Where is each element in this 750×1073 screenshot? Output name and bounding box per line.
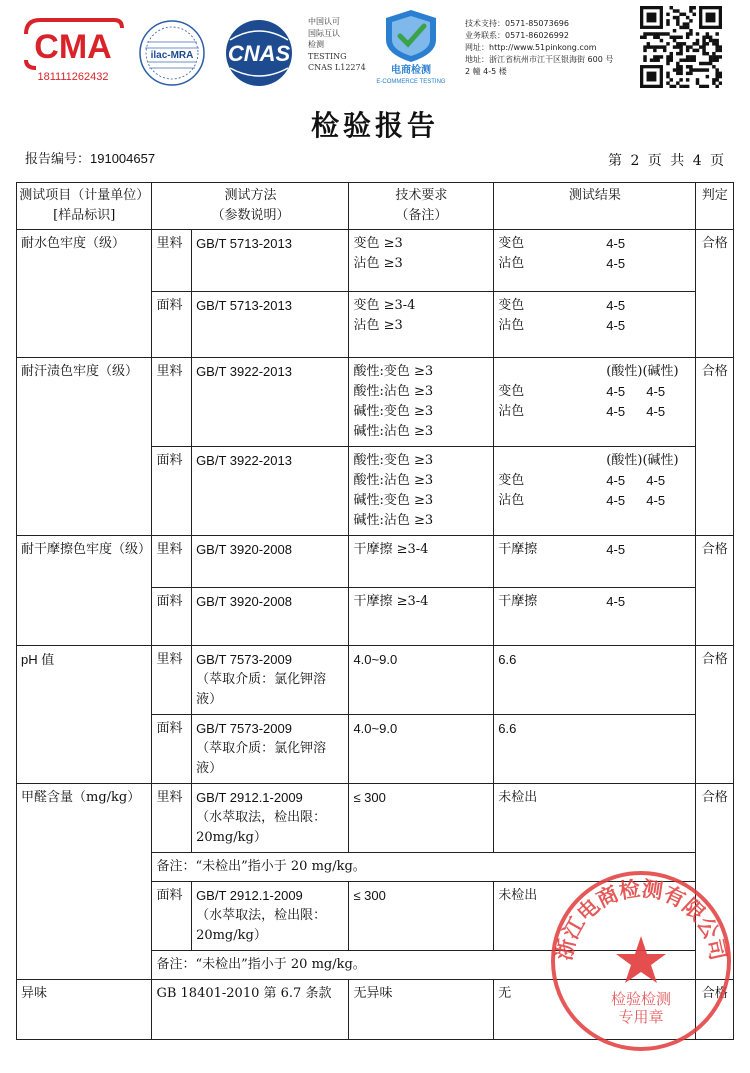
- cert-line: 国际互认: [308, 28, 340, 38]
- ec-sub-text: E-COMMERCE TESTING: [376, 79, 446, 85]
- method-cell: GB/T 5713-2013: [192, 230, 349, 292]
- seal-line-1: 检验检测: [610, 990, 672, 1008]
- method-cell: GB/T 7573-2009 （萃取介质：氯化钾溶液）: [192, 715, 349, 784]
- page-indicator: 第 2 页 共 4 页: [608, 153, 727, 169]
- requirement-cell: 4.0~9.0: [349, 646, 494, 715]
- table-row: [17, 536, 734, 588]
- header-item: [17, 183, 152, 230]
- contact-address: 地址：浙江省杭州市江干区银海街 600 号: [465, 55, 614, 64]
- report-header: [0, 0, 750, 100]
- judge-cell: 合格: [696, 646, 734, 784]
- part-label: 里料: [152, 358, 192, 447]
- requirement-cell: 酸性:变色 ≥3 酸性:沾色 ≥3 碱性:变色 ≥3 碱性:沾色 ≥3: [349, 447, 494, 536]
- method-cell: GB/T 3922-2013: [192, 358, 349, 447]
- item-ph: pH 值: [17, 646, 152, 784]
- requirement-cell: 4.0~9.0: [349, 715, 494, 784]
- seal-ring-text: 浙江电商检测有限公司: [550, 875, 732, 963]
- cert-line: CNAS L12274: [308, 63, 366, 72]
- header-item-sub: [样品标识]: [53, 208, 116, 223]
- part-label: 面料: [152, 292, 192, 358]
- part-label: 里料: [152, 646, 192, 715]
- cma-logo: [18, 14, 128, 84]
- part-label: 面料: [152, 715, 192, 784]
- header-method-label: 测试方法: [224, 188, 277, 203]
- contact-tech: 技术支持：0571-85073696: [465, 19, 569, 28]
- requirement-cell: 干摩擦 ≥3-4: [349, 588, 494, 646]
- part-label: 里料: [152, 230, 192, 292]
- note-cell: 备注：“未检出”指小于 20 mg/kg。: [152, 853, 696, 882]
- method-cell: GB/T 3922-2013: [192, 447, 349, 536]
- result-cell: 变色 4-5 沾色 4-5: [494, 230, 696, 292]
- part-label: 面料: [152, 588, 192, 646]
- judge-cell: 合格: [696, 980, 734, 1040]
- item-formaldehyde: 甲醛含量（mg/kg）: [17, 784, 152, 980]
- qr-code-icon: [640, 6, 722, 88]
- result-cell: (酸性) (碱性) 变色 4-5 4-5 沾色 4-5 4-5: [494, 358, 696, 447]
- result-cell: 干摩擦 4-5: [494, 536, 696, 588]
- table-row: [17, 784, 734, 853]
- part-label: 里料: [152, 536, 192, 588]
- cnas-logo-text: CNAS: [227, 41, 291, 66]
- method-cell: GB/T 3920-2008: [192, 536, 349, 588]
- cnas-logo: [216, 18, 302, 88]
- cert-line: TESTING: [308, 51, 347, 61]
- header-judge: [696, 183, 734, 230]
- table-row: [17, 358, 734, 447]
- report-title: 检验报告: [310, 109, 439, 142]
- judge-cell: 合格: [696, 784, 734, 980]
- contact-info: [465, 18, 613, 78]
- requirement-cell: 酸性:变色 ≥3 酸性:沾色 ≥3 碱性:变色 ≥3 碱性:沾色 ≥3: [349, 358, 494, 447]
- method-cell: GB 18401-2010 第 6.7 条款: [152, 980, 349, 1040]
- header-req-label: 技术要求: [395, 188, 448, 203]
- contact-address-2: 2 幢 4-5 楼: [465, 67, 507, 76]
- method-cell: GB/T 7573-2009 （萃取介质：氯化钾溶液）: [192, 646, 349, 715]
- item-sweat: 耐汗渍色牢度（级）: [17, 358, 152, 536]
- result-cell: 6.6: [494, 715, 696, 784]
- item-odor: 异味: [17, 980, 152, 1040]
- part-label: 里料: [152, 784, 192, 853]
- header-method: [152, 183, 349, 230]
- requirement-cell: 变色 ≥3-4 沾色 ≥3: [349, 292, 494, 358]
- part-label: 面料: [152, 447, 192, 536]
- note-cell: 备注：“未检出”指小于 20 mg/kg。: [152, 951, 696, 980]
- header-method-sub: （参数说明）: [211, 208, 290, 223]
- method-cell: GB/T 2912.1-2009 （水萃取法，检出限：20mg/kg）: [192, 882, 349, 951]
- cert-text: [308, 16, 366, 74]
- result-cell: 未检出: [494, 882, 696, 951]
- table-row: [17, 230, 734, 292]
- header-req-sub: （备注）: [395, 208, 448, 223]
- part-label: 面料: [152, 882, 192, 951]
- result-cell: 变色 4-5 沾色 4-5: [494, 292, 696, 358]
- ecommerce-testing-logo: [366, 6, 456, 86]
- contact-web: 网址：http://www.51pinkong.com: [465, 43, 597, 52]
- ec-brand-text: 电商检测: [391, 65, 431, 76]
- judge-cell: 合格: [696, 536, 734, 646]
- result-cell: 未检出: [494, 784, 696, 853]
- requirement-cell: 变色 ≥3 沾色 ≥3: [349, 230, 494, 292]
- report-number: 报告编号：191004657: [25, 151, 156, 166]
- result-cell: 干摩擦 4-5: [494, 588, 696, 646]
- judge-cell: 合格: [696, 358, 734, 536]
- cma-logo-text: CMA: [34, 28, 112, 66]
- seal-line-2: 专用章: [618, 1008, 664, 1026]
- ilac-logo-text: ilac-MRA: [150, 50, 194, 61]
- requirement-cell: 干摩擦 ≥3-4: [349, 536, 494, 588]
- table-row: [17, 980, 734, 1040]
- ilac-mra-logo: [137, 18, 207, 88]
- contact-biz: 业务联系：0571-86026992: [465, 31, 569, 40]
- item-water: 耐水色牢度（级）: [17, 230, 152, 358]
- table-header-row: [17, 183, 734, 230]
- requirement-cell: ≤ 300: [349, 882, 494, 951]
- method-cell: GB/T 5713-2013: [192, 292, 349, 358]
- header-result-label: 测试结果: [568, 188, 621, 203]
- header-result: [494, 183, 696, 230]
- result-cell: (酸性) (碱性) 变色 4-5 4-5 沾色 4-5 4-5: [494, 447, 696, 536]
- header-requirement: [349, 183, 494, 230]
- method-cell: GB/T 3920-2008: [192, 588, 349, 646]
- requirement-cell: 无异味: [349, 980, 494, 1040]
- requirement-cell: ≤ 300: [349, 784, 494, 853]
- table-row: [17, 646, 734, 715]
- header-item-label: 测试项目（计量单位）: [19, 188, 150, 203]
- item-rub: 耐干摩擦色牢度（级）: [17, 536, 152, 646]
- result-cell: 无: [494, 980, 696, 1040]
- judge-cell: 合格: [696, 230, 734, 358]
- cma-number: 181111262432: [37, 71, 109, 83]
- method-cell: GB/T 2912.1-2009 （水萃取法，检出限：20mg/kg）: [192, 784, 349, 853]
- result-cell: 6.6: [494, 646, 696, 715]
- test-results-table: [16, 182, 734, 1040]
- cert-line: 检测: [308, 40, 324, 49]
- header-judge-label: 判定: [701, 188, 728, 203]
- cert-line: 中国认可: [308, 17, 340, 26]
